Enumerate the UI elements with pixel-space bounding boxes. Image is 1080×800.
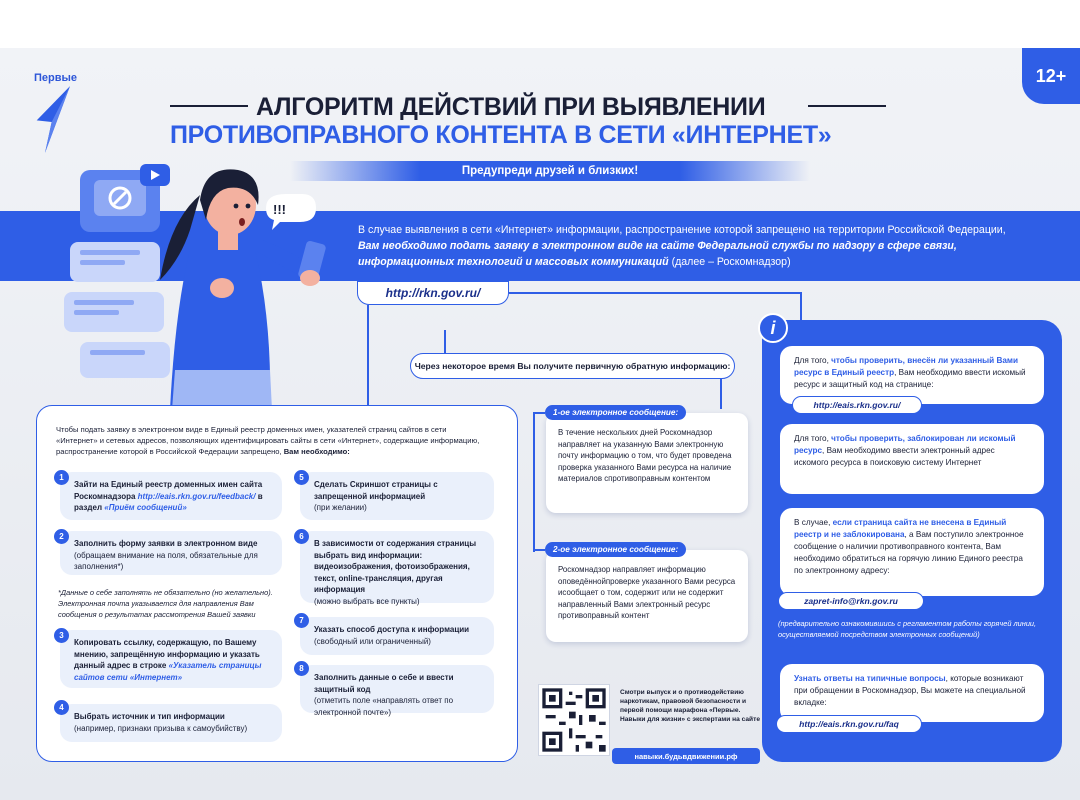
connector-feedback-left [444,330,446,354]
info-card-3 [780,508,1044,596]
step-1-mid: в раздел [74,491,263,512]
message-2-tag: 2-ое электронное сообщение: [545,542,686,557]
step-7-number: 7 [294,613,309,628]
feedback-pill: Через некоторое время Вы получите первичную обратную информацию: [410,353,735,379]
connector-to-info [800,292,802,322]
step-5-text: Сделать Скриншот страницы с запрещенной информацией [314,480,438,501]
personal-data-note: *Данные о себе заполнять не обязательно (но желательно). Электронная почта указывается для направления Вам сообщения о результатах рассмотрения Вашей заявки [58,588,273,619]
message-1-tag: 1-ое электронное сообщение: [545,405,686,420]
step-2-rest: (обращаем внимание на поля, обязательные для заполнения*) [74,550,258,571]
step-3-card [60,630,282,688]
pervye-logo-icon [30,82,80,157]
step-1-link[interactable]: http://eais.rkn.gov.ru/feedback/ [137,491,256,501]
card-3-pre: В случае, [794,518,833,527]
message-2-text: Роскомнадзор направляет информацию оповедённойпроверке указанного Вами ресурса исообщает о том, содержит или не содержит направленный Вами электронный ресурс противоправный контент [558,565,736,620]
card-2-post: , Вам необходимо ввести электронный адрес искомого ресурса в поисковую систему Интернет [794,446,995,467]
band-line-2: Вам необходимо подать заявку в электронном виде на сайте Федеральной службы по надзору в сфере связи, [358,240,957,252]
message-1-card [546,413,748,513]
qr-code-icon [538,684,610,756]
connector-feedback-right [720,379,722,409]
band-line-3-rest: (далее – Роскомнадзор) [668,256,791,268]
card-2-pre: Для того, [794,434,832,443]
title-line-2: ПРОТИВОПРАВНОГО КОНТЕНТА В СЕТИ «ИНТЕРНЕТ» [170,121,832,149]
step-8-number: 8 [294,661,309,676]
rkn-url-link[interactable]: http://rkn.gov.ru/ [357,281,509,305]
card-3-post: , а Вам поступило электронное сообщение о наличии противоправного контента, Вам необходимо обратиться на горячую линию Единого реестра по электронному адресу: [794,530,1024,575]
card-1-post: , Вам необходимо ввести искомый ресурс и защитный код на странице: [794,368,1026,389]
step-3-text: Копировать ссылку, содержащую, по Вашему мнению, запрещённую информацию и указать данный адрес в строке [74,638,260,670]
title-line-right [808,105,886,107]
hotline-note: (предварительно ознакомившись с регламентом работы горячей линии, осуществляемой посредством электронных сообщений) [778,619,1037,639]
step-4-number: 4 [54,700,69,715]
step-1-link-2[interactable]: «Приём сообщений» [104,503,187,512]
step-6-text: В зависимости от содержания страницы выбрать вид информации: видеоизображения, фотоизображения, текст, online-трансляция, другая информация [314,539,477,594]
card-1-highlight: чтобы проверить, внесён ли указанный Вами ресурс в Единый реестр [794,356,1019,377]
faq-url-link[interactable]: http://eais.rkn.gov.ru/faq [776,715,922,733]
card-4-highlight: Узнать ответы на типичные вопросы [794,674,946,683]
connector-msg1 [533,412,545,414]
subtitle-banner: Предупреди друзей и близких! [290,161,810,181]
step-5-card [300,472,494,520]
zapret-email-link[interactable]: zapret-info@rkn.gov.ru [778,592,924,610]
step-5-rest: (при желании) [314,503,367,512]
step-3-link[interactable]: «Указатель страницы сайтов сети «Интернет» [74,661,262,682]
card-3-highlight: если страница сайта не внесена в Единый реестр и не заблокирована [794,518,1007,539]
intro-bold: Вам необходимо: [283,447,350,456]
step-6-card [300,531,494,606]
instructions-intro [56,424,486,457]
exclaim-text: !!! [273,202,286,217]
intro-regular: Чтобы подать заявку в электронном виде в Единый реестр доменных имен, указателей страниц сайтов в сети «Интернет» и сетевых адресов, позволяющих идентифицировать сайты в сети «Интернет», содержащие информацию, распространение которой в Российской Федерации запрещено, [56,425,480,456]
message-1-text: В течение нескольких дней Роскомнадзор направляет на указанную Вами электронную почту информацию о том, что будет проведена проверка указанного Вами ресурса на наличие материалов спротивоправным контентом [558,428,732,483]
eais-url-link[interactable]: http://eais.rkn.gov.ru/ [792,396,922,414]
step-1-card [60,472,282,520]
band-text [358,222,1058,270]
connector-msg-vertical [533,412,535,552]
step-7-rest: (свободный или ограниченный) [314,636,431,646]
info-card-2 [780,424,1044,494]
info-card-4 [780,664,1044,722]
title-line-left [170,105,248,107]
step-3-number: 3 [54,628,69,643]
step-7-card [300,617,494,655]
step-2-card [60,531,282,575]
step-8-text: Заполнить данные о себе и ввести защитный код [314,673,454,694]
step-4-text: Выбрать источник и тип информации [74,712,225,721]
connector-msg2 [533,549,545,551]
card-4-post: , которые возникают при обращении в Роскомнадзор, Вы можете на специальной вкладке: [794,674,1026,707]
step-4-card [60,704,282,742]
step-4-rest: (например, признаки призыва к самоубийству) [74,723,248,733]
step-8-rest: (отметить поле «направлять ответ по электронной почте») [314,696,454,717]
card-2-highlight: чтобы проверить, заблокирован ли искомый ресурс [794,434,1016,455]
woman-with-phone-illustration [40,150,360,410]
step-6-rest: (можно выбрать все пункты) [314,596,420,606]
step-7-text: Указать способ доступа к информации [314,625,470,634]
step-8-card [300,665,494,717]
card-1-pre: Для того, [794,356,832,365]
step-2-text: Заполнить форму заявки в электронном виде [74,539,258,548]
qr-site-link[interactable]: навыки.будьвдвижении.рф [612,748,760,764]
info-icon: i [758,313,788,343]
title-line-1: АЛГОРИТМ ДЕЙСТВИЙ ПРИ ВЫЯВЛЕНИИ [256,93,766,121]
step-2-number: 2 [54,529,69,544]
step-6-number: 6 [294,529,309,544]
qr-description: Смотри выпуск и о противодействию наркотикам, правовой безопасности и первой помощи марафона «Первые. Навыки для жизни» с экспертами на сайте [620,689,761,723]
message-2-card [546,550,748,642]
step-5-number: 5 [294,470,309,485]
age-badge: 12+ [1022,48,1080,104]
logo-text: Первые [34,72,78,84]
band-line-1: В случае выявления в сети «Интернет» информации, распространение которой запрещено на территории Российской Федерации, [358,224,1006,236]
band-line-3-bold: информационных технологий и массовых коммуникаций [358,256,669,268]
step-1-number: 1 [54,470,69,485]
step-1-text: Зайти на Единый реестр доменных имен сайта Роскомнадзора [74,480,263,501]
connector-url-right [509,292,801,294]
top-margin [0,0,1080,48]
connector-url-down [367,305,369,405]
